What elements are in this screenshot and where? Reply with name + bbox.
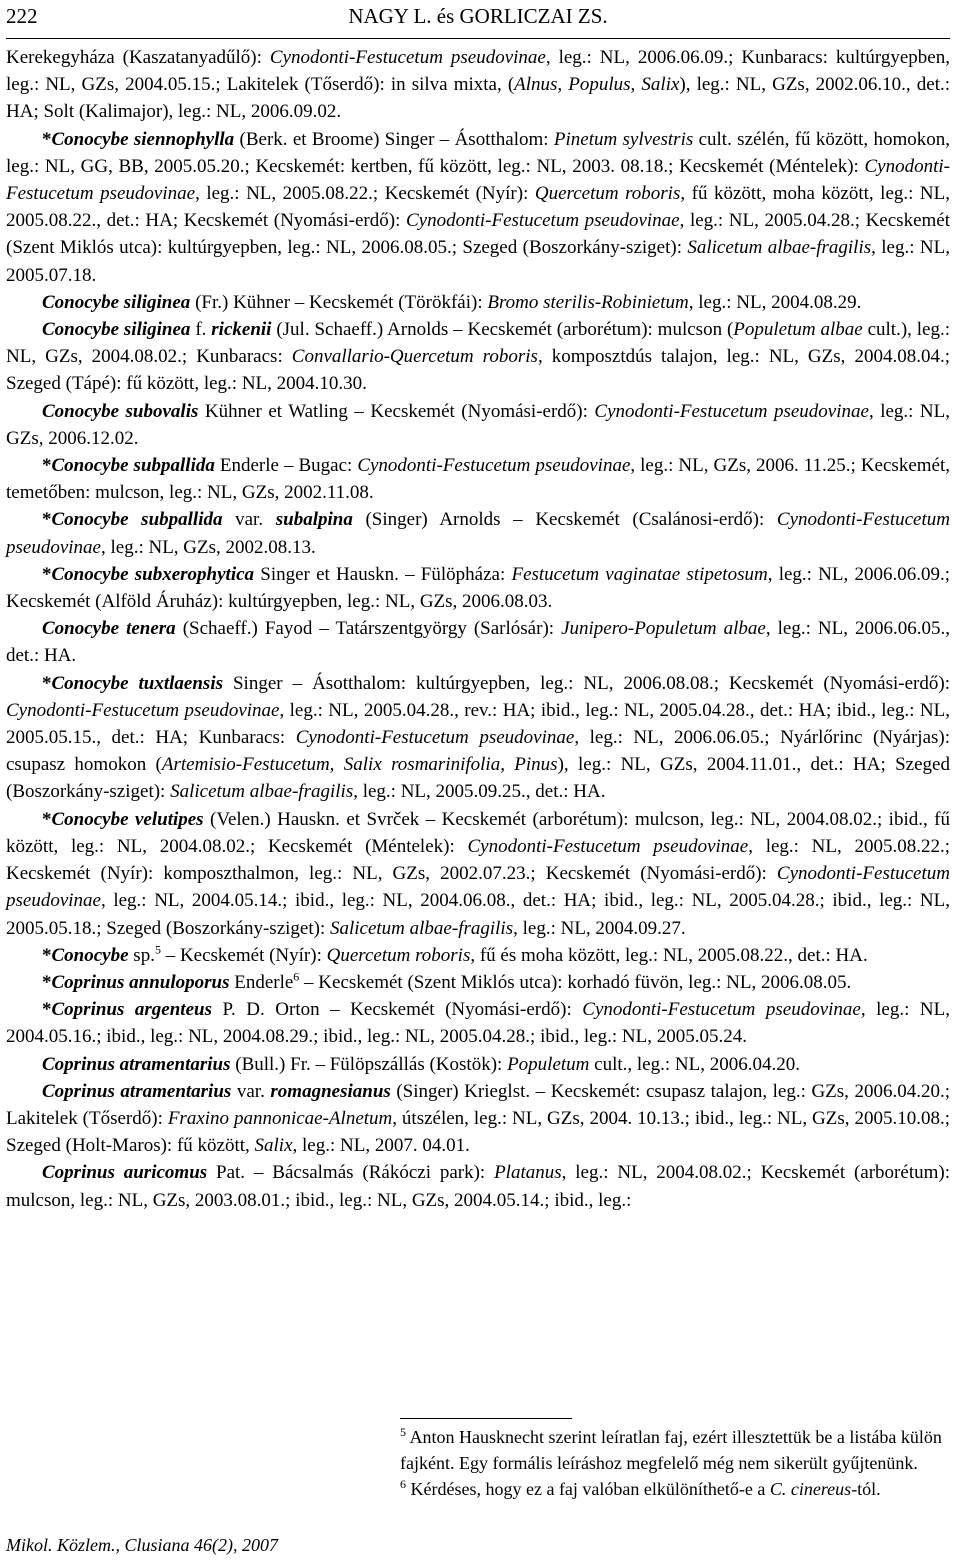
species-entry: *Conocybe subxerophytica Singer et Hauskn. – Fülöpháza: Festucetum vaginatae stipetosum, leg.: NL, 2006.06.09.; Kecskemét (Alföld Áruház): kultúrgyepben, leg.: NL, GZs, 2006.08.03. [6,563,950,613]
species-entry: *Conocybe tuxtlaensis Singer – Ásotthalom: kultúrgyepben, leg.: NL, 2006.08.08.; Kecskemét (Nyomási-erdő): Cynodonti-Festucetum pseudovinae, leg.: NL, 2005.04.28., rev.: HA; ibid., leg.: NL, 2005.04.28., det.: HA; ibid., leg.: NL, 2005.05.15., det.: HA; Kunbaracs: Cynodonti-Festucetum pseudovinae, leg.: NL, 2006.06.05.; Nyárlőrinc (Nyárjas): csupasz homokon (Artemisio-Festucetum, Salix rosmarinifolia, Pinus), leg.: NL, GZs, 2004.11.01., det.: HA; Szeged (Boszorkány-sziget): Salicetum albae-fragilis, leg.: NL, 2005.09.25., det.: HA. [6,672,951,803]
species-entry: Coprinus auricomus Pat. – Bácsalmás (Rákóczi park): Platanus, leg.: NL, 2004.08.02.; Kecskemét (arborétum): mulcson, leg.: NL, GZs, 2003.08.01.; ibid., leg.: NL, GZs, 2004.05.14.; ibid., leg.: [6,1162,950,1211]
footnote: $^6$ Kérdéses, hogy ez a faj valóban elkülöníthető-e a C. cinereus-tól. [400,1477,881,1499]
species-entry: *Coprinus argenteus P. D. Orton – Kecskemét (Nyomási-erdő): Cynodonti-Festucetum pseudovinae, leg.: NL, 2004.05.16.; ibid., leg.: NL, 2004.08.29.; ibid., leg.: NL, 2005.04.28.; ibid., leg.: NL, 2005.05.24. [6,999,950,1048]
species-list [6,44,950,1214]
species-entry: *Conocybe sp.$^5$ – Kecskemét (Nyír): Quercetum roboris, fű és moha között, leg.: NL, 2005.08.22., det.: HA. [42,942,868,966]
species-entry: Conocybe subovalis Kühner et Watling – Kecskemét (Nyomási-erdő): Cynodonti-Festucetum pseudovinae, leg.: NL, GZs, 2006.12.02. [6,400,951,449]
footnote-rule [400,1418,572,1419]
footnotes [400,1424,950,1502]
footnote: $^5$ Anton Hausknecht szerint leíratlan faj, ezért illesztettük be a listába külön fajként. Egy formális leíráshoz megfelelő még nem sikerült gyűjtenünk. [400,1425,942,1473]
species-entry: *Conocybe subpallida var. subalpina (Singer) Arnolds – Kecskemét (Csalánosi-erdő): Cynodonti-Festucetum pseudovinae, leg.: NL, GZs, 2002.08.13. [6,509,950,558]
species-entry: Kerekegyháza (Kaszatanyadűlő): Cynodonti-Festucetum pseudovinae, leg.: NL, 2006.06.09.; Kunbaracs: kultúrgyepben, leg.: NL, GZs, 2004.05.15.; Lakitelek (Tőserdő): in silva mixta, (Alnus, Populus, Salix), leg.: NL, GZs, 2002.06.10., det.: HA; Solt (Kalimajor), leg.: NL, 2006.09.02. [6,47,951,123]
species-entry: Coprinus atramentarius (Bull.) Fr. – Fülöpszállás (Kostök): Populetum cult., leg.: NL, 2006.04.20. [42,1053,800,1075]
species-entry: Coprinus atramentarius var. romagnesianus (Singer) Krieglst. – Kecskemét: csupasz talajon, leg.: GZs, 2006.04.20.; Lakitelek (Tőserdő): Fraxino pannonicae-Alnetum, útszélen, leg.: NL, GZs, 2004. 10.13.; ibid., leg.: NL, GZs, 2005.10.08.; Szeged (Holt-Maros): fű között, Salix, leg.: NL, 2007. 04.01. [6,1080,951,1157]
page-number: 222 [6,4,38,28]
species-entry: Conocybe siliginea f. rickenii (Jul. Schaeff.) Arnolds – Kecskemét (arborétum): mulcson (Populetum albae cult.), leg.: NL, GZs, 2004.08.02.; Kunbaracs: Convallario-Quercetum roboris, komposztdús talajon, leg.: NL, GZs, 2004.08.04.; Szeged (Tápé): fű között, leg.: NL, 2004.10.30. [6,319,951,395]
running-title: NAGY L. és GORLICZAI ZS. [348,4,608,28]
species-entry: *Conocybe velutipes (Velen.) Hauskn. et Svrček – Kecskemét (arborétum): mulcson, leg.: NL, 2004.08.02.; ibid., fű között, leg.: NL, 2004.08.02.; Kecskemét (Méntelek): Cynodonti-Festucetum pseudovinae, leg.: NL, 2005.08.22.; Kecskemét (Nyír): komposzthalmon, leg.: NL, GZs, 2002.07.23.; Kecskemét (Nyomási-erdő): Cynodonti-Festucetum pseudovinae, leg.: NL, 2004.05.14.; ibid., leg.: NL, 2004.06.08., det.: HA; ibid., leg.: NL, 2005.04.28.; ibid., leg.: NL, 2005.05.18.; Szeged (Boszorkány-sziget): Salicetum albae-fragilis, leg.: NL, 2004.09.27. [6,808,950,939]
species-entry: Conocybe tenera (Schaeff.) Fayod – Tatárszentgyörgy (Sarlósár): Junipero-Populetum albae, leg.: NL, 2006.06.05., det.: HA. [6,618,950,667]
species-entry: *Coprinus annuloporus Enderle$^6$ – Kecskemét (Szent Miklós utca): korhadó füvön, leg.: NL, 2006.08.05. [42,969,852,993]
species-entry: *Conocybe subpallida Enderle – Bugac: Cynodonti-Festucetum pseudovinae, leg.: NL, GZs, 2006. 11.25.; Kecskemét, temetőben: mulcson, leg.: NL, GZs, 2002.11.08. [6,455,950,504]
species-entry: Conocybe siliginea (Fr.) Kühner – Kecskemét (Törökfái): Bromo sterilis-Robinietum, leg.: NL, 2004.08.29. [42,291,862,313]
journal-citation: Mikol. Közlem., Clusiana 46(2), 2007 [6,1535,278,1555]
species-entry: *Conocybe siennophylla (Berk. et Broome) Singer – Ásotthalom: Pinetum sylvestris cult. szélén, fű között, homokon, leg.: NL, GG, BB, 2005.05.20.; Kecskemét: kertben, fű között, leg.: NL, 2003. 08.18.; Kecskemét (Méntelek): Cynodonti-Festucetum pseudovinae, leg.: NL, 2005.08.22.; Kecskemét (Nyír): Quercetum roboris, fű között, moha között, leg.: NL, 2005.08.22., det.: HA; Kecskemét (Nyomási-erdő): Cynodonti-Festucetum pseudovinae, leg.: NL, 2005.04.28.; Kecskemét (Szent Miklós utca): kultúrgyepben, leg.: NL, 2006.08.05.; Szeged (Boszorkány-sziget): Salicetum albae-fragilis, leg.: NL, 2005.07.18. [6,128,951,286]
running-header [6,4,950,39]
